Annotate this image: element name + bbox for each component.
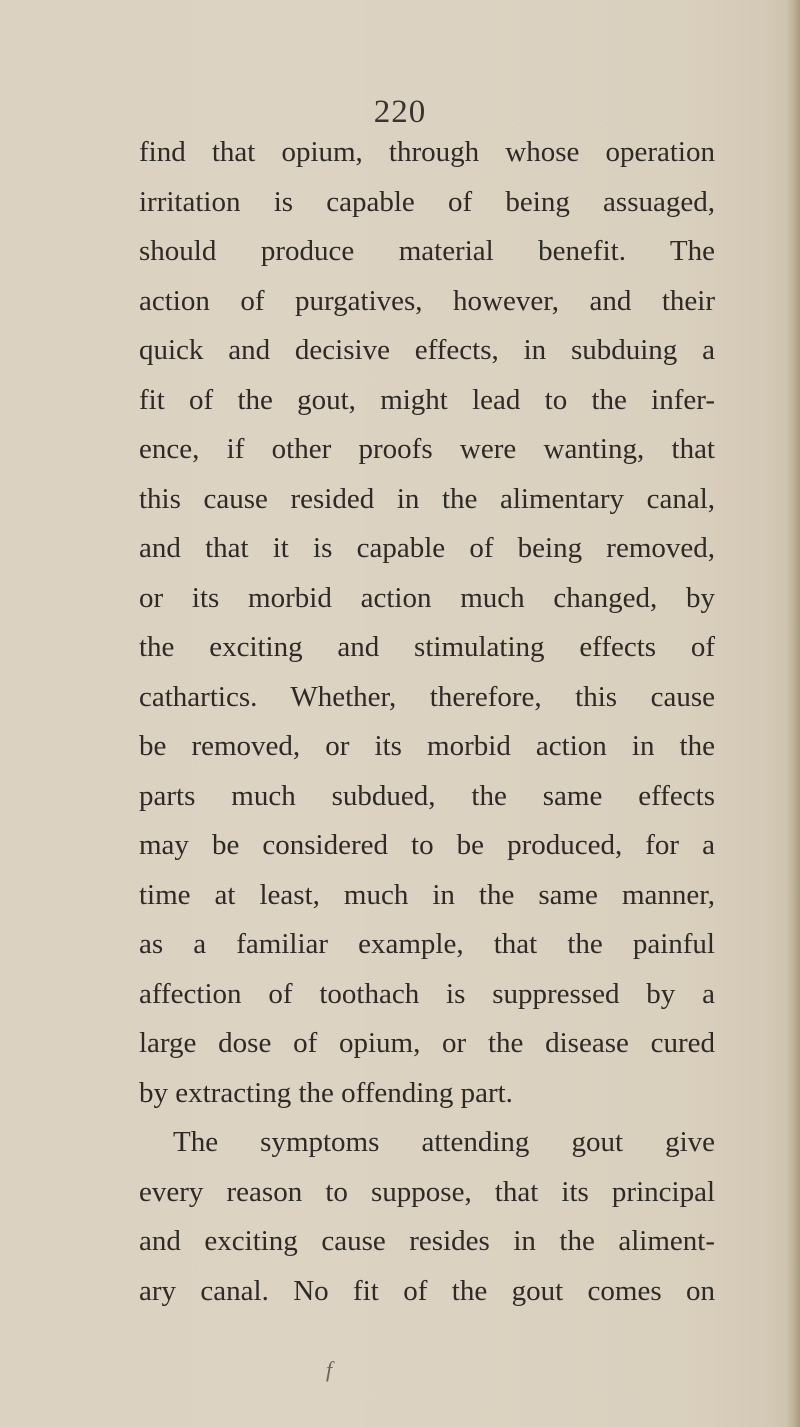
text-line: fit of the gout, might lead to the infer- (139, 383, 715, 416)
text-line: large dose of opium, or the disease cured (139, 1027, 715, 1059)
page-edge (786, 0, 800, 1427)
text-line: ary canal. No fit of the gout comes on (139, 1274, 715, 1307)
text-line: should produce material benefit. The (139, 235, 715, 267)
text-line: find that opium, through whose operation (139, 136, 715, 168)
text-line: action of purgatives, however, and their (139, 284, 715, 317)
text-line: irritation is capable of being assuaged, (139, 185, 715, 218)
text-line: this cause resided in the alimentary canal, (139, 482, 715, 515)
text-line: cathartics. Whether, therefore, this cause (139, 680, 715, 713)
text-line: and exciting cause resides in the aliment- (139, 1225, 715, 1257)
text-line: ence, if other proofs were wanting, that (139, 433, 715, 465)
text-line: the exciting and stimulating effects of (139, 631, 715, 663)
text-line: may be considered to be produced, for a (139, 829, 715, 861)
text-line: quick and decisive effects, in subduing a (139, 334, 715, 366)
stray-mark: f (326, 1357, 333, 1382)
text-line: affection of toothach is suppressed by a (139, 977, 715, 1010)
text-line: and that it is capable of being removed, (139, 532, 715, 564)
text-line: as a familiar example, that the painful (139, 928, 715, 960)
text-line: by extracting the offending part. (139, 1076, 513, 1109)
text-line-paragraph-start: The symptoms attending gout give (173, 1126, 715, 1158)
text-line: time at least, much in the same manner, (139, 878, 715, 911)
text-line: or its morbid action much changed, by (139, 581, 715, 614)
text-line: every reason to suppose, that its principal (139, 1175, 715, 1208)
body-text (139, 128, 715, 1316)
text-line: be removed, or its morbid action in the (139, 730, 715, 762)
text-line: parts much subdued, the same effects (139, 779, 715, 812)
page-number: 220 (373, 94, 427, 130)
